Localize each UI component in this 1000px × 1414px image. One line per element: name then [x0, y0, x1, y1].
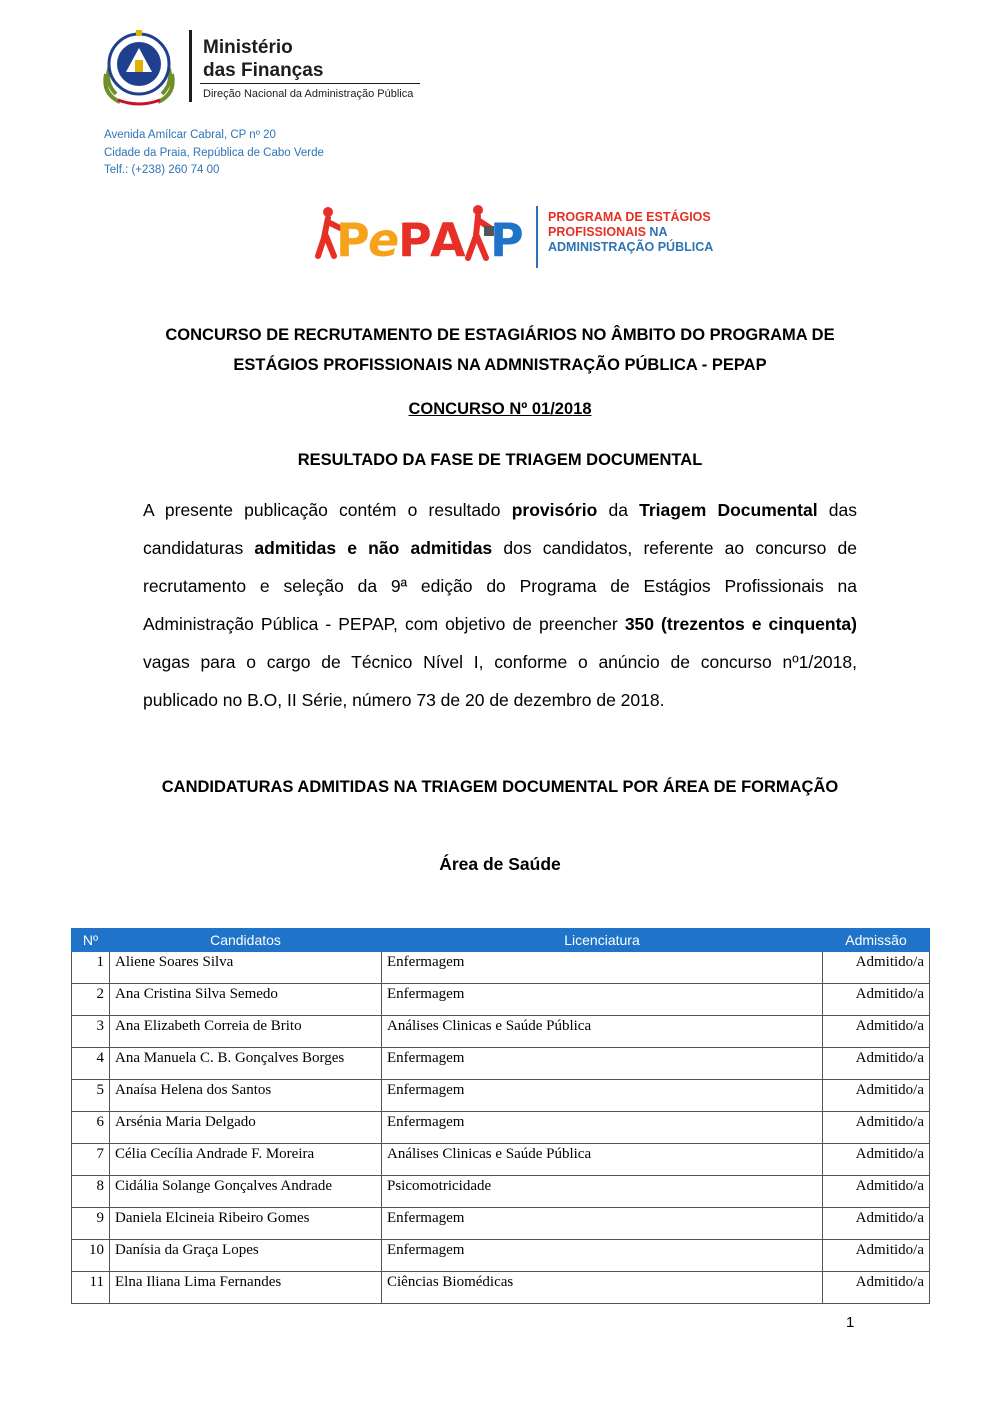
cell-number: 9: [72, 1208, 110, 1240]
page-number: 1: [846, 1314, 855, 1331]
cell-degree: Psicomotricidade: [382, 1176, 823, 1208]
cell-candidate: Ana Cristina Silva Semedo: [110, 984, 382, 1016]
coat-of-arms-seal-icon: [96, 24, 182, 108]
cell-number: 4: [72, 1048, 110, 1080]
cell-number: 1: [72, 952, 110, 984]
cell-candidate: Célia Cecília Andrade F. Moreira: [110, 1144, 382, 1176]
pepap-divider: [536, 206, 538, 268]
ministry-name-line2: das Finanças: [203, 60, 324, 81]
cell-candidate: Daniela Elcineia Ribeiro Gomes: [110, 1208, 382, 1240]
cell-admission: Admitido/a: [823, 1080, 930, 1112]
cell-degree: Enfermagem: [382, 1048, 823, 1080]
cell-number: 7: [72, 1144, 110, 1176]
cell-admission: Admitido/a: [823, 1208, 930, 1240]
table-row: [72, 1176, 930, 1208]
tagline-line3: ADMINISTRAÇÃO PÚBLICA: [548, 240, 714, 254]
cell-admission: Admitido/a: [823, 1176, 930, 1208]
cell-degree: Enfermagem: [382, 984, 823, 1016]
result-title: RESULTADO DA FASE DE TRIAGEM DOCUMENTAL: [297, 451, 703, 469]
cell-degree: Enfermagem: [382, 952, 823, 984]
document-title: [0, 320, 1000, 380]
cell-number: 2: [72, 984, 110, 1016]
cell-admission: Admitido/a: [823, 952, 930, 984]
cell-candidate: Arsénia Maria Delgado: [110, 1112, 382, 1144]
concurso-number: CONCURSO Nº 01/2018: [408, 400, 592, 418]
cell-degree: Ciências Biomédicas: [382, 1272, 823, 1304]
cell-degree: Análises Clinicas e Saúde Pública: [382, 1144, 823, 1176]
pepap-logo: [314, 202, 524, 268]
cell-admission: Admitido/a: [823, 1016, 930, 1048]
cell-admission: Admitido/a: [823, 1112, 930, 1144]
table-row: [72, 1016, 930, 1048]
cell-candidate: Ana Elizabeth Correia de Brito: [110, 1016, 382, 1048]
section-title: CANDIDATURAS ADMITIDAS NA TRIAGEM DOCUMENTAL POR ÁREA DE FORMAÇÃO: [161, 778, 839, 796]
pepap-lettering: [336, 213, 524, 267]
cell-number: 10: [72, 1240, 110, 1272]
table-row: [72, 1112, 930, 1144]
column-header-degree: Licenciatura: [382, 929, 823, 952]
table-row: [72, 984, 930, 1016]
address-line: Avenida Amílcar Cabral, CP nº 20: [104, 129, 276, 141]
column-header-admission: Admissão: [823, 929, 930, 952]
table-row: [72, 1240, 930, 1272]
pepap-tagline: [548, 210, 713, 255]
cell-admission: Admitido/a: [823, 1272, 930, 1304]
cell-number: 3: [72, 1016, 110, 1048]
address-line: Cidade da Praia, República de Cabo Verde: [104, 146, 324, 159]
table-row: [72, 1272, 930, 1304]
cell-degree: Enfermagem: [382, 1112, 823, 1144]
table-row: [72, 1048, 930, 1080]
ministry-name-line1: Ministério: [203, 37, 293, 58]
column-header-candidates: Candidatos: [110, 929, 382, 952]
logo-letter-a: A: [430, 213, 466, 267]
intro-paragraph: A presente publicação contém o resultado provisório da Triagem Documental das candidaturas admitidas e não admitidas dos candidatos, referente ao concurso de recrutamento e seleção da 9ª edição do Programa de Estágios Profissionais na Administração Pública - PEPAP, com objetivo de preencher 350 (trezentos e cinquenta) vagas para o cargo de Técnico Nível I, conforme o anúncio de concurso nº1/2018, publicado no B.O, II Série, número 73 de 20 de dezembro de 2018.: [143, 500, 857, 710]
candidates-table: [71, 928, 930, 1304]
cell-candidate: Elna Iliana Lima Fernandes: [110, 1272, 382, 1304]
table-row: [72, 952, 930, 984]
logo-letter-e: e: [368, 213, 400, 267]
table-row: [72, 1080, 930, 1112]
cell-candidate: Cidália Solange Gonçalves Andrade: [110, 1176, 382, 1208]
table-row: [72, 1144, 930, 1176]
cell-number: 11: [72, 1272, 110, 1304]
cell-number: 8: [72, 1176, 110, 1208]
logo-letter-p: P: [336, 213, 370, 267]
document-title-line1: CONCURSO DE RECRUTAMENTO DE ESTAGIÁRIOS NO ÂMBITO DO PROGRAMA DE: [165, 326, 835, 344]
cell-number: 5: [72, 1080, 110, 1112]
cell-candidate: Aliene Soares Silva: [110, 952, 382, 984]
ministry-name: [203, 36, 323, 82]
logo-letter-p2: P: [398, 213, 432, 267]
table-body: [72, 952, 930, 1304]
cell-degree: Enfermagem: [382, 1080, 823, 1112]
cell-degree: Análises Clinicas e Saúde Pública: [382, 1016, 823, 1048]
cell-candidate: Anaísa Helena dos Santos: [110, 1080, 382, 1112]
cell-candidate: Danísia da Graça Lopes: [110, 1240, 382, 1272]
table-header-row: [72, 929, 930, 952]
cell-admission: Admitido/a: [823, 1240, 930, 1272]
table-row: [72, 1208, 930, 1240]
cell-degree: Enfermagem: [382, 1208, 823, 1240]
cell-candidate: Ana Manuela C. B. Gonçalves Borges: [110, 1048, 382, 1080]
tagline-line1: PROGRAMA DE ESTÁGIOS: [548, 210, 711, 224]
cell-admission: Admitido/a: [823, 1048, 930, 1080]
address-line: Telf.: (+238) 260 74 00: [104, 164, 220, 176]
area-title: Área de Saúde: [439, 854, 561, 874]
ministry-subtitle: Direção Nacional da Administração Pública: [203, 88, 414, 100]
address-block: [104, 127, 324, 180]
document-title-line2: ESTÁGIOS PROFISSIONAIS NA ADMNISTRAÇÃO PÚBLICA - PEPAP: [233, 356, 767, 374]
ministry-divider: [189, 30, 192, 102]
logo-letter-p3: P: [490, 213, 524, 267]
column-header-number: Nº: [72, 929, 110, 952]
cell-admission: Admitido/a: [823, 984, 930, 1016]
cell-number: 6: [72, 1112, 110, 1144]
cell-admission: Admitido/a: [823, 1144, 930, 1176]
ministry-underline: [200, 83, 420, 84]
tagline-line2: PROFISSIONAIS NA: [548, 225, 668, 239]
cell-degree: Enfermagem: [382, 1240, 823, 1272]
